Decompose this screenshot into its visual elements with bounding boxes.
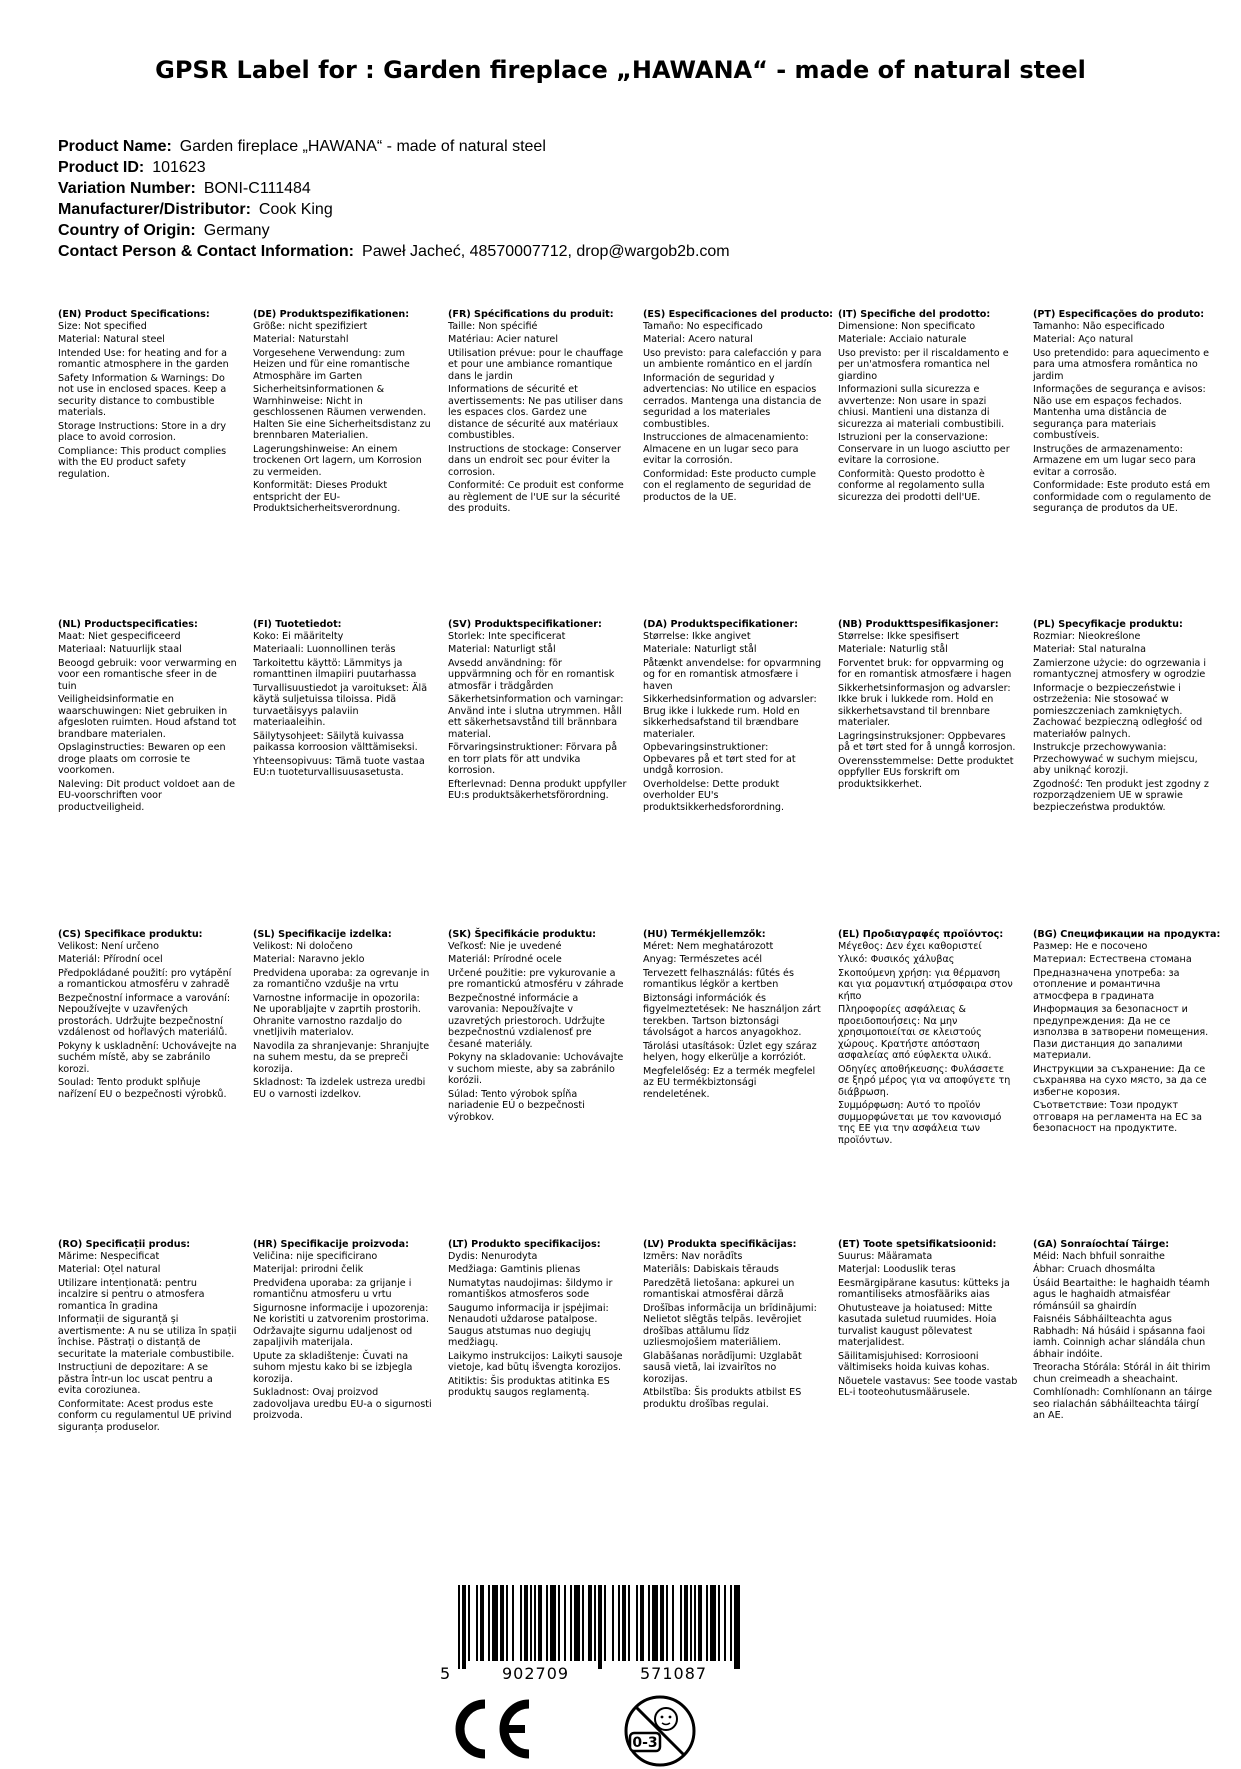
barcode-bar xyxy=(538,1585,542,1661)
spec-line: Efterlevnad: Denna produkt uppfyller EU:s produktsäkerhetsförordning. xyxy=(448,778,627,801)
info-value: BONI-C111484 xyxy=(203,180,311,197)
spec-line: Suurus: Määramata xyxy=(838,1250,933,1262)
spec-line: Saugumo informacija ir įspėjimai: Nenaudoti uždarose patalpose. Saugus atstumas nuo degiųjų medžiagų. xyxy=(448,1302,609,1348)
spec-line: Materijal: prirodni čelik xyxy=(253,1264,364,1275)
barcode-bar xyxy=(684,1585,688,1661)
spec-line: Drošības informācija un brīdinājumi: Nelietot slēgtās telpās. Ievērojiet drošības attālumu līdz uzliesmojošiem materiāliem. xyxy=(643,1302,817,1348)
spec-line: Größe: nicht spezifiziert xyxy=(253,320,368,332)
spec-line: Material: Naturstahl xyxy=(253,334,349,345)
spec-line: Medžiaga: Gamtinis plienas xyxy=(448,1264,581,1275)
spec-line: Treoracha Stórála: Stórál in áit thirim chun creimeadh a sheachaint. xyxy=(1033,1362,1211,1385)
barcode-bar xyxy=(512,1585,514,1661)
spec-line: Maat: Niet gespecificeerd xyxy=(58,630,181,642)
spec-line: Forventet bruk: for oppvarming og for en romantisk atmosfære i hagen xyxy=(838,657,1012,680)
spec-line: Σκοπούμενη χρήση: για θέρμανση και για ρομαντική ατμόσφαιρα στον κήπο xyxy=(838,967,1013,1002)
info-row-product-id xyxy=(58,157,730,178)
spec-line: Taille: Non spécifié xyxy=(448,320,538,332)
barcode-bar xyxy=(730,1585,732,1661)
spec-heading: (FI) Tuotetiedot: xyxy=(253,619,342,630)
spec-line: Laikymo instrukcijos: Laikyti sausoje vietoje, kad būtų išvengta korozijos. xyxy=(448,1350,623,1373)
spec-line: Dydis: Nenurodyta xyxy=(448,1250,538,1262)
spec-line: Navodila za shranjevanje: Shranjujte na suhem mestu, da se prepreči korozija. xyxy=(253,1040,430,1075)
spec-heading: (ES) Especificaciones del producto: xyxy=(643,309,834,320)
spec-line: Veiligheidsinformatie en waarschuwingen: Niet gebruiken in afgesloten ruimten. Houd afstand tot brandbare materialen. xyxy=(58,694,237,740)
spec-line: Materiale: Acciaio naturale xyxy=(838,334,967,345)
spec-line: Predviđena uporaba: za grijanje i romantičnu atmosferu u vrtu xyxy=(253,1277,412,1300)
barcode-digits-left: 902709 xyxy=(502,1664,570,1683)
spec-line: Størrelse: Ikke spesifisert xyxy=(838,630,959,642)
barcode-bar xyxy=(524,1585,528,1661)
spec-heading: (IT) Specifiche del prodotto: xyxy=(838,309,991,320)
spec-line: Tervezett felhasználás: fűtés és romantikus légkör a kertben xyxy=(643,967,794,990)
spec-line: Beoogd gebruik: voor verwarming en voor een romantische sfeer in de tuin xyxy=(58,657,237,692)
barcode-bar xyxy=(672,1585,674,1661)
spec-line: Instrukcje przechowywania: Przechowywać w suchym miejscu, aby uniknąć korozji. xyxy=(1033,742,1198,776)
product-info xyxy=(58,136,730,262)
spec-line: Numatytas naudojimas: šildymo ir romantiškos atmosferos sode xyxy=(448,1277,613,1300)
spec-line: Pokyny k uskladnění: Uchovávejte na suchém místě, aby se zabránilo korozi. xyxy=(58,1040,237,1075)
spec-row xyxy=(58,929,1238,1239)
spec-heading: (HU) Termékjellemzők: xyxy=(643,929,766,940)
spec-heading: (CS) Specifikace produktu: xyxy=(58,929,203,940)
spec-block xyxy=(838,1239,1018,1401)
barcode-bar xyxy=(506,1585,508,1661)
spec-block xyxy=(838,309,1018,505)
barcode-bar xyxy=(680,1585,682,1661)
spec-line: Sikkerhedsinformation og advarsler: Brug ikke i lukkede rum. Hold en sikkerhedsafstand til brændbare materialer. xyxy=(643,694,817,740)
spec-line: Информация за безопасност и предупреждения: Да не се използва в затворени помещения. Пази дистанция до запалими материали. xyxy=(1033,1004,1209,1061)
barcode-bar xyxy=(652,1585,658,1661)
barcode-bar xyxy=(574,1585,580,1661)
spec-line: Předpokládané použití: pro vytápění a romantickou atmosféru v zahradě xyxy=(58,967,232,990)
barcode-bar xyxy=(694,1585,696,1661)
spec-line: Μέγεθος: Δεν έχει καθοριστεί xyxy=(838,940,982,952)
spec-block xyxy=(1033,929,1221,1137)
spec-line: Sigurnosne informacije i upozorenja: Ne koristiti u zatvorenim prostorima. Održavajte sigurnu udaljenost od zapaljivih materijala. xyxy=(253,1302,430,1348)
spec-line: Yhteensopivuus: Tämä tuote vastaa EU:n tuoteturvallisuusasetusta. xyxy=(253,755,425,778)
barcode-bar xyxy=(598,1585,602,1669)
spec-line: Υλικό: Φυσικός χάλυβας xyxy=(838,954,955,965)
barcode-bar xyxy=(710,1585,716,1661)
spec-block xyxy=(58,929,238,1102)
spec-line: Méret: Nem meghatározott xyxy=(643,940,774,952)
spec-line: Säilitamisjuhised: Korrosiooni vältimiseks hoida kuivas kohas. xyxy=(838,1350,990,1373)
spec-block xyxy=(643,619,823,815)
spec-heading: (FR) Spécifications du produit: xyxy=(448,309,614,320)
spec-heading: (SV) Produktspecifikationer: xyxy=(448,619,602,630)
spec-block xyxy=(253,929,433,1102)
spec-block xyxy=(643,929,823,1102)
spec-line: Izmērs: Nav norādīts xyxy=(643,1250,743,1262)
spec-line: Conformité: Ce produit est conforme au règlement de l'UE sur la sécurité des produits. xyxy=(448,480,624,514)
spec-line: Materiale: Naturlig stål xyxy=(838,644,948,655)
spec-line: Materiaal: Natuurlijk staal xyxy=(58,644,182,655)
spec-line: Size: Not specified xyxy=(58,320,147,332)
specifications-grid xyxy=(58,309,1238,1549)
barcode-bar xyxy=(564,1585,566,1661)
spec-line: Predvidena uporaba: za ogrevanje in za romantično vzdušje na vrtu xyxy=(253,967,430,990)
spec-line: Materiāls: Dabiskais tērauds xyxy=(643,1264,779,1275)
spec-line: Conformidad: Este producto cumple con el reglamento de seguridad de productos de la UE. xyxy=(643,468,816,503)
spec-line: Материал: Естествена стомана xyxy=(1033,954,1192,965)
spec-line: Bezpečnostné informácie a varovania: Nepoužívajte v uzavretých priestoroch. Udržujte bezpečnostnú vzdialenosť pre česané materiály. xyxy=(448,992,605,1050)
spec-line: Πληροφορίες ασφάλειας & προειδοποιήσεις: Να μην χρησιμοποιείται σε κλειστούς χώρους. Κρατήστε απόσταση ασφαλείας από εύφλεκτα υλικά. xyxy=(838,1004,992,1061)
spec-line: Soulad: Tento produkt splňuje nařízení EU o bezpečnosti výrobků. xyxy=(58,1077,227,1100)
spec-line: Megfelelőség: Ez a termék megfelel az EU termékbiztonsági rendeletének. xyxy=(643,1065,816,1100)
spec-line: Materiaali: Luonnollinen teräs xyxy=(253,644,396,655)
barcode-bar xyxy=(558,1585,560,1661)
spec-heading: (GA) Sonraíochtaí Táirge: xyxy=(1033,1239,1170,1250)
spec-line: Faisnéis Sábháilteachta agus Rabhadh: Ná húsáid i spásanna faoi iamh. Coinnigh achar slándála chun ábhair indóite. xyxy=(1033,1314,1206,1360)
info-row-product-name xyxy=(58,136,730,157)
info-label: Variation Number: xyxy=(58,180,196,197)
spec-row xyxy=(58,619,1238,929)
spec-block xyxy=(253,1239,433,1424)
barcode-digit-lead: 5 xyxy=(440,1664,451,1683)
barcode-bar xyxy=(666,1585,668,1661)
spec-block xyxy=(838,619,1018,792)
info-label: Contact Person & Contact Information: xyxy=(58,243,355,260)
spec-line: Material: Natural steel xyxy=(58,334,165,345)
spec-line: Naleving: Dit product voldoet aan de EU-voorschriften voor productveiligheid. xyxy=(58,778,235,813)
barcode-bar xyxy=(618,1585,620,1661)
spec-line: Nõuetele vastavus: See toode vastab EL-i tooteohutusmäärusele. xyxy=(838,1375,1018,1398)
spec-line: Utilisation prévue: pour le chauffage et pour une ambiance romantique dans le jardin xyxy=(448,347,624,382)
barcode-bar xyxy=(570,1585,572,1661)
spec-line: Lagerungshinweise: An einem trockenen Ort lagern, um Korrosion zu vermeiden. xyxy=(253,443,422,478)
spec-line: Safety Information & Warnings: Do not use in enclosed spaces. Keep a security distance to combustible materials. xyxy=(58,372,227,418)
spec-line: Velikost: Není určeno xyxy=(58,940,159,952)
spec-line: Koko: Ei määritelty xyxy=(253,630,344,642)
spec-line: Informații de siguranță și avertismente: A nu se utiliza în spații închise. Păstrați o distanță de securitate la materiale combustibile. xyxy=(58,1314,237,1360)
spec-block xyxy=(58,1239,238,1435)
spec-line: Zgodność: Ten produkt jest zgodny z rozporządzeniem UE w sprawie bezpieczeństwa produktów. xyxy=(1033,778,1209,813)
spec-block xyxy=(1033,309,1213,517)
spec-line: Tárolási utasítások: Üzlet egy száraz helyen, hogy elkerülje a korróziót. xyxy=(643,1040,817,1063)
spec-line: Matériau: Acier naturel xyxy=(448,334,559,345)
spec-line: Dimensione: Non specificato xyxy=(838,320,976,332)
barcode-bar xyxy=(488,1585,490,1661)
spec-line: Material: Naturligt stål xyxy=(448,644,556,655)
spec-line: Zamierzone użycie: do ogrzewania i romantycznej atmosfery w ogrodzie xyxy=(1033,657,1207,680)
barcode xyxy=(440,1583,752,1683)
spec-line: Storlek: Inte specificerat xyxy=(448,630,566,642)
spec-line: Eesmärgipärane kasutus: kütteks ja romantiliseks atmosfääriks aias xyxy=(838,1277,1010,1300)
spec-heading: (NB) Produkttspesifikasjoner: xyxy=(838,619,999,630)
spec-heading: (PT) Especificações do produto: xyxy=(1033,309,1205,320)
barcode-bar xyxy=(520,1585,522,1661)
spec-line: Συμμόρφωση: Αυτό το προϊόν συμμορφώνεται με τον κανονισμό της ΕΕ για την ασφάλεια των προϊόντων. xyxy=(838,1100,1002,1146)
spec-block xyxy=(643,1239,823,1412)
spec-block xyxy=(838,929,1018,1148)
barcode-bar xyxy=(698,1585,702,1661)
spec-line: Påtænkt anvendelse: for opvarmning og for en romantisk atmosfære i haven xyxy=(643,657,822,692)
barcode-bar xyxy=(734,1585,740,1669)
spec-block xyxy=(448,1239,628,1401)
spec-line: Anyag: Természetes acél xyxy=(643,954,763,965)
spec-line: Инструкции за съхранение: Да се съхранява на сухо място, за да се избегне корозия. xyxy=(1033,1063,1207,1098)
spec-line: Sukladnost: Ovaj proizvod zadovoljava uredbu EU-a o sigurnosti proizvoda. xyxy=(253,1387,432,1421)
spec-line: Sikkerhetsinformasjon og advarsler: Ikke bruk i lukkede rom. Hold en sikkerhetsavstand til brennbare materialer. xyxy=(838,682,1011,728)
barcode-bar xyxy=(550,1585,556,1661)
spec-line: Atitiktis: Šis produktas atitinka ES produktų saugos reglamentą. xyxy=(448,1375,610,1398)
barcode-bar xyxy=(604,1585,606,1661)
spec-line: Overholdelse: Dette produkt overholder EU's produktsikkerhedsforordning. xyxy=(643,778,785,813)
spec-heading: (DA) Produktspecifikationer: xyxy=(643,619,798,630)
spec-heading: (DE) Produktspezifikationen: xyxy=(253,309,410,320)
spec-block xyxy=(448,929,628,1125)
spec-line: Instruções de armazenamento: Armazene em um lugar seco para evitar a corrosão. xyxy=(1033,443,1196,478)
barcode-bar xyxy=(480,1585,484,1661)
spec-line: Atbilstība: Šis produkts atbilst ES produktu drošības regulai. xyxy=(643,1387,802,1410)
spec-heading: (BG) Спецификации на продукта: xyxy=(1033,929,1221,940)
barcode-bar xyxy=(622,1585,626,1661)
spec-line: Uso pretendido: para aquecimento e para uma atmosfera romântica no jardim xyxy=(1033,347,1210,382)
spec-line: Glabāšanas norādījumi: Uzglabāt sausā vietā, lai izvairītos no korozijas. xyxy=(643,1350,802,1385)
spec-line: Lagringsinstruksjoner: Oppbevares på et tørt sted for å unngå korrosjon. xyxy=(838,730,1016,753)
spec-line: Súlad: Tento výrobok spĺňa nariadenie EÚ o bezpečnosti výrobkov. xyxy=(448,1088,585,1123)
spec-block xyxy=(58,309,238,482)
spec-line: Určené použitie: pre vykurovanie a pre romantickú atmosféru v záhrade xyxy=(448,967,624,990)
info-value: Paweł Jacheć, 48570007712, drop@wargob2b.com xyxy=(362,243,730,260)
barcode-bar xyxy=(706,1585,708,1661)
spec-block xyxy=(1033,619,1213,815)
spec-line: Skladnost: Ta izdelek ustreza uredbi EU o varnosti izdelkov. xyxy=(253,1077,426,1100)
spec-line: Materiał: Stal naturalna xyxy=(1033,644,1147,655)
spec-line: Material: Aço natural xyxy=(1033,334,1134,345)
spec-heading: (LV) Produkta specifikācijas: xyxy=(643,1239,797,1250)
info-label: Country of Origin: xyxy=(58,222,196,239)
spec-line: Ábhar: Cruach dhosmálta xyxy=(1033,1264,1156,1275)
spec-block xyxy=(58,619,238,815)
spec-line: Rozmiar: Nieokreślone xyxy=(1033,630,1141,642)
barcode-bar xyxy=(648,1585,650,1661)
info-value: Germany xyxy=(203,222,270,239)
spec-heading: (HR) Specifikacije proizvoda: xyxy=(253,1239,409,1250)
spec-line: Informacje o bezpieczeństwie i ostrzeżenia: Nie stosować w pomieszczeniach zamkniętych. Zachować bezpieczną odległość od materiałów palnych. xyxy=(1033,682,1203,740)
spec-line: Turvallisuustiedot ja varoitukset: Älä käytä suljetuissa tiloissa. Pidä turvaetäisyys palaviin materiaaleihin. xyxy=(253,682,428,728)
barcode-bar xyxy=(458,1585,460,1669)
barcode-bar xyxy=(724,1585,726,1661)
info-row-origin xyxy=(58,220,730,241)
barcode-bar xyxy=(534,1585,536,1661)
barcode-bar xyxy=(492,1585,498,1661)
spec-line: Conformidade: Este produto está em conformidade com o regulamento de segurança de produtos da UE. xyxy=(1033,480,1212,514)
spec-line: Mărime: Nespecificat xyxy=(58,1250,160,1262)
spec-line: Istruzioni per la conservazione: Conservare in un luogo asciutto per evitare la corrosione. xyxy=(838,432,1010,466)
spec-line: Comhlíonadh: Comhlíonann an táirge seo rialachán sábháilteachta táirgí an AE. xyxy=(1033,1387,1213,1421)
spec-line: Informações de segurança e avisos: Não use em espaços fechados. Mantenha uma distância de segurança para materiais combustíveis. xyxy=(1033,384,1206,441)
spec-line: Säkerhetsinformation och varningar: Använd inte i slutna utrymmen. Håll ett säkerhetsavstånd till brännbara material. xyxy=(448,694,624,740)
spec-line: Bezpečnostní informace a varování: Nepoužívejte v uzavřených prostorách. Udržujte bezpečnostní vzdálenost od hořlavých materiálů. xyxy=(58,992,231,1038)
info-value: 101623 xyxy=(152,159,206,176)
info-label: Product Name: xyxy=(58,138,172,155)
spec-line: Utilizare intenționată: pentru incalzire si pentru o atmosfera romantica în gradina xyxy=(58,1277,205,1312)
spec-heading: (LT) Produkto specifikacijos: xyxy=(448,1239,601,1250)
spec-row xyxy=(58,309,1238,619)
barcode-bar xyxy=(636,1585,638,1661)
barcode-bar xyxy=(500,1585,504,1661)
info-row-variation xyxy=(58,178,730,199)
spec-line: Upute za skladištenje: Čuvati na suhom mjestu kako bi se izbjegla korozija. xyxy=(253,1350,413,1385)
spec-line: Pokyny na skladovanie: Uchovávajte v suchom mieste, aby sa zabránilo korózii. xyxy=(448,1052,624,1086)
spec-line: Sicherheitsinformationen & Warnhinweise: Nicht in geschlossenen Räumen verwenden. Halten Sie eine Sicherheitsdistanz zu brennbaren Materialien. xyxy=(253,384,431,441)
info-label: Manufacturer/Distributor: xyxy=(58,201,251,218)
spec-line: Méid: Nach bhfuil sonraithe xyxy=(1033,1250,1165,1262)
spec-line: Información de seguridad y advertencias: No utilice en espacios cerrados. Mantenga una distancia de seguridad a los materiales combustibles. xyxy=(643,372,822,430)
spec-line: Opbevaringsinstruktioner: Opbevares på et tørt sted for at undgå korrosion. xyxy=(643,742,796,776)
info-label: Product ID: xyxy=(58,159,145,176)
spec-block xyxy=(253,309,433,517)
spec-line: Material: Acero natural xyxy=(643,334,753,345)
spec-heading: (RO) Specificații produs: xyxy=(58,1239,191,1250)
spec-line: Material: Oțel natural xyxy=(58,1264,161,1275)
spec-line: Размер: Не е посочено xyxy=(1033,940,1148,952)
spec-block xyxy=(1033,1239,1213,1424)
barcode-bar xyxy=(462,1585,466,1669)
spec-heading: (EL) Προδιαγραφές προϊόντος: xyxy=(838,929,1004,940)
spec-line: Størrelse: Ikke angivet xyxy=(643,630,751,642)
spec-line: Velikost: Ni določeno xyxy=(253,940,353,952)
barcode-bar xyxy=(612,1585,614,1661)
spec-line: Intended Use: for heating and for a romantic atmosphere in the garden xyxy=(58,347,229,370)
spec-heading: (SK) Špecifikácie produktu: xyxy=(448,929,597,940)
spec-line: Veľkosť: Nie je uvedené xyxy=(448,940,562,952)
spec-heading: (PL) Specyfikacje produktu: xyxy=(1033,619,1183,630)
spec-line: Biztonsági információk és figyelmeztetések: Ne használjon zárt terekben. Tartson biztonsági távolságot a harcos anyagokhoz. xyxy=(643,992,821,1038)
spec-line: Conformità: Questo prodotto è conforme al regolamento sulla sicurezza dei prodotti dell'UE. xyxy=(838,468,985,503)
spec-line: Tarkoitettu käyttö: Lämmitys ja romanttinen ilmapiiri puutarhassa xyxy=(253,657,417,680)
spec-line: Material: Naravno jeklo xyxy=(253,954,365,965)
barcode-bar xyxy=(628,1585,630,1661)
barcode-bar xyxy=(690,1585,692,1661)
spec-line: Ohutusteave ja hoiatused: Mitte kasutada suletud ruumides. Hoia turvalist kaugust põlevatest materjalidest. xyxy=(838,1302,997,1348)
spec-line: Avsedd användning: för uppvärmning och för en romantisk atmosfär i trädgården xyxy=(448,657,615,692)
spec-line: Säilytysohjeet: Säilytä kuivassa paikassa korroosion välttämiseksi. xyxy=(253,730,418,753)
spec-line: Materiale: Naturligt stål xyxy=(643,644,757,655)
spec-line: Materjal: Looduslik teras xyxy=(838,1264,956,1275)
spec-line: Veličina: nije specificirano xyxy=(253,1250,378,1262)
spec-line: Tamaño: No especificado xyxy=(643,320,763,332)
spec-heading: (EN) Product Specifications: xyxy=(58,309,210,320)
info-row-contact xyxy=(58,241,730,262)
spec-line: Instrucțiuni de depozitare: A se păstra într-un loc uscat pentru a evita coroziunea. xyxy=(58,1362,213,1396)
spec-line: Opslaginstructies: Bewaren op een droge plaats om corrosie te voorkomen. xyxy=(58,742,226,776)
spec-line: Instructions de stockage: Conserver dans un endroit sec pour éviter la corrosion. xyxy=(448,443,621,478)
barcode-bar xyxy=(582,1585,584,1661)
spec-line: Tamanho: Não especificado xyxy=(1033,320,1165,332)
barcode-bar xyxy=(468,1585,470,1661)
spec-heading: (ET) Toote spetsifikatsioonid: xyxy=(838,1239,997,1250)
spec-line: Förvaringsinstruktioner: Förvara på en torr plats för att undvika korrosion. xyxy=(448,742,618,776)
spec-line: Overensstemmelse: Dette produktet oppfyller EUs forskrift om produktsikkerhet. xyxy=(838,755,1014,790)
spec-block xyxy=(643,309,834,505)
info-value: Cook King xyxy=(258,201,333,218)
barcode-digits-right: 571087 xyxy=(640,1664,708,1683)
spec-line: Varnostne informacije in opozorila: Ne uporabljajte v zaprtih prostorih. Ohranite varnostno razdaljo do vnetljivih materialov. xyxy=(253,992,421,1038)
spec-line: Uso previsto: per il riscaldamento e per un'atmosfera romantica nel giardino xyxy=(838,347,1009,382)
barcode-bar xyxy=(530,1585,532,1661)
barcode-bar xyxy=(476,1585,478,1661)
spec-heading: (NL) Productspecificaties: xyxy=(58,619,198,630)
spec-line: Съответствие: Този продукт отговаря на регламента на ЕС за безопасност на продуктите. xyxy=(1033,1100,1202,1134)
spec-line: Materiál: Prírodné ocele xyxy=(448,954,562,965)
spec-heading: (SL) Specifikacije izdelka: xyxy=(253,929,392,940)
spec-block xyxy=(448,309,628,517)
page-title: GPSR Label for : Garden fireplace „HAWANA“ - made of natural steel xyxy=(155,56,1086,84)
barcode-bar xyxy=(594,1585,596,1661)
spec-line: Предназначена употреба: за отопление и романтична атмосфера в градината xyxy=(1033,967,1180,1002)
barcode-bar xyxy=(588,1585,592,1661)
spec-row xyxy=(58,1239,1238,1549)
spec-block xyxy=(448,619,628,804)
barcode-bar xyxy=(640,1585,644,1661)
ce-mark-icon xyxy=(449,1698,533,1760)
spec-line: Conformitate: Acest produs este conform cu regulamentul UE privind siguranța produselor. xyxy=(58,1398,232,1433)
barcode-bar xyxy=(660,1585,664,1661)
not-for-children-0-3-icon xyxy=(622,1693,698,1769)
info-row-manufacturer xyxy=(58,199,730,220)
spec-line: Informazioni sulla sicurezza e avvertenze: Non usare in spazi chiusi. Mantieni una distanza di sicurezza ai materiali combustibili. xyxy=(838,384,1005,430)
spec-line: Uso previsto: para calefacción y para un ambiente romántico en el jardín xyxy=(643,347,822,370)
spec-line: Οδηγίες αποθήκευσης: Φυλάσσετε σε ξηρό μέρος για να αποφύγετε τη διάβρωση. xyxy=(838,1063,1011,1098)
spec-block xyxy=(253,619,433,781)
spec-line: Instrucciones de almacenamiento: Almacene en un lugar seco para evitar la corrosión. xyxy=(643,432,809,466)
spec-line: Informations de sécurité et avertissements: Ne pas utiliser dans les espaces clos. Gardez une distance de sécurité aux matériaux combustibles. xyxy=(448,384,624,441)
spec-line: Materiál: Přírodní ocel xyxy=(58,954,163,965)
age-label: 0-3 xyxy=(632,1735,658,1751)
spec-line: Paredzētā lietošana: apkurei un romantiskai atmosfērai dārzā xyxy=(643,1277,795,1300)
barcode-bar xyxy=(718,1585,720,1661)
info-value: Garden fireplace „HAWANA“ - made of natural steel xyxy=(179,138,546,155)
spec-line: Úsáid Beartaithe: le haghaidh téamh agus le haghaidh atmaisféar rómánsúil sa ghairdín xyxy=(1033,1277,1210,1312)
spec-line: Konformität: Dieses Produkt entspricht der EU-Produktsicherheitsverordnung. xyxy=(253,480,401,514)
spec-line: Vorgesehene Verwendung: zum Heizen und für eine romantische Atmosphäre im Garten xyxy=(253,347,410,382)
spec-line: Storage Instructions: Store in a dry place to avoid corrosion. xyxy=(58,420,227,443)
barcode-bar xyxy=(546,1585,548,1661)
spec-line: Compliance: This product complies with the EU product safety regulation. xyxy=(58,445,227,480)
